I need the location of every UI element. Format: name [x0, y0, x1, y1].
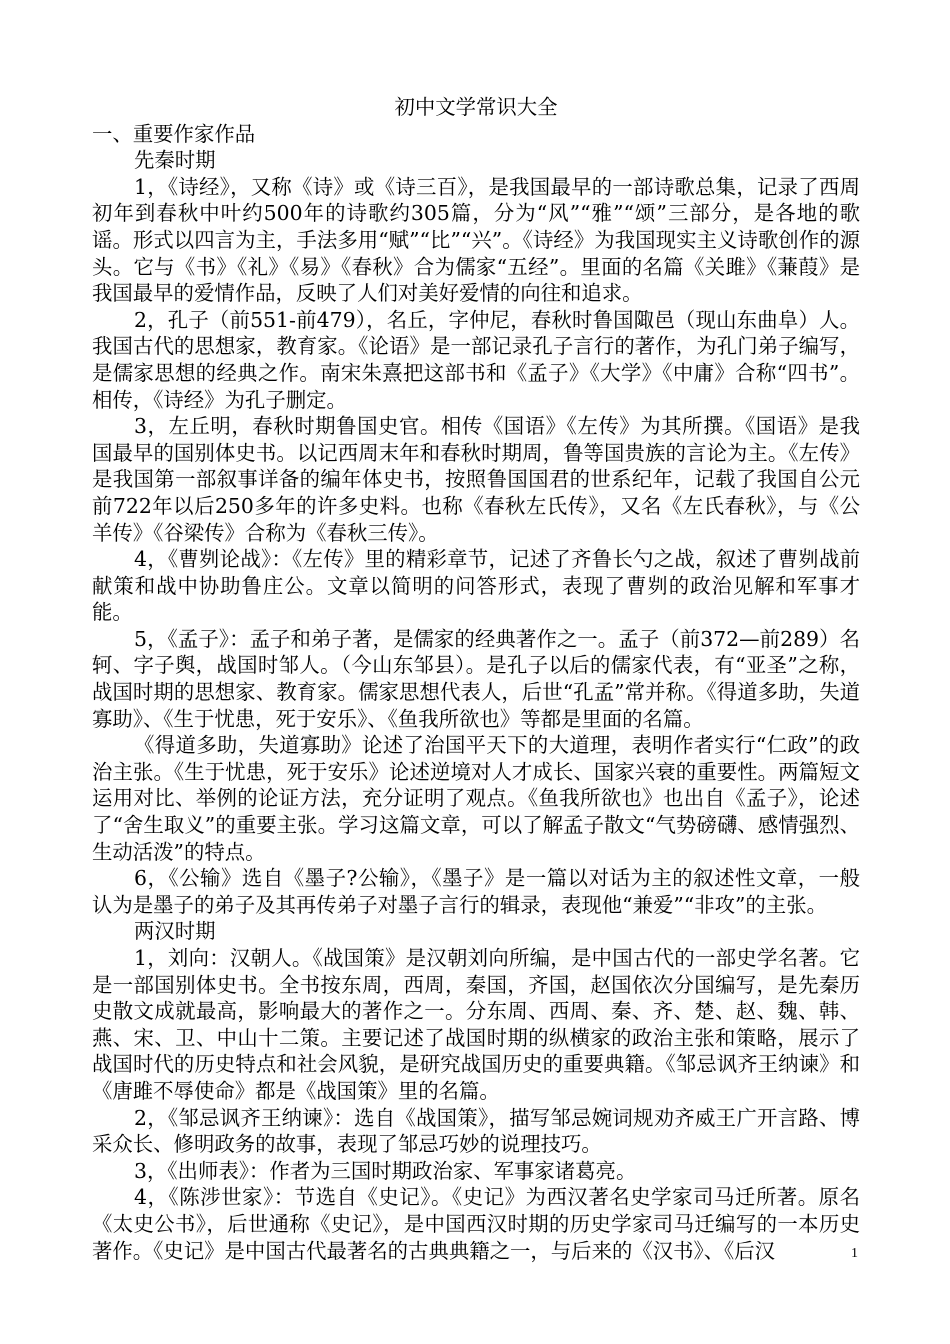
paragraph-zou-ji: 2，《邹忌讽齐王纳谏》：选自《战国策》，描写邹忌婉词规劝齐威王广开言路、博采众长、修明政务的故事，表现了邹忌巧妙的说理技巧。 — [92, 1105, 860, 1157]
paragraph-chen-she: 4，《陈涉世家》：节选自《史记》。《史记》为西汉著名史学家司马迁所著。原名《太史公书》，后世通称《史记》，是中国西汉时期的历史学家司马迁编写的一本历史著作。《史记》是中国古代最著名的古典典籍之一，与后来的《汉书》、《后汉 — [92, 1185, 860, 1263]
page-number: 1 — [851, 1246, 858, 1261]
section-heading-important-works: 一、重要作家作品 — [92, 121, 256, 146]
paragraph-shijing: 1，《诗经》，又称《诗》或《诗三百》，是我国最早的一部诗歌总集，记录了西周初年到春秋中叶约500年的诗歌约305篇，分为“风”“雅”“颂”三部分，是各地的歌谣。形式以四言为主，手法多用“赋”“比”“兴”。《诗经》为我国现实主义诗歌创作的源头。它与《书》《礼》《易》《春秋》合为儒家“五经”。里面的名篇《关雎》《蒹葭》是我国最早的爱情作品，反映了人们对美好爱情的向往和追求。 — [92, 174, 860, 306]
paragraph-mencius: 5，《孟子》：孟子和弟子著，是儒家的经典著作之一。孟子（前372—前289）名轲、字子舆，战国时邹人。（今山东邹县）。是孔子以后的儒家代表，有“亚圣”之称，战国时期的思想家、教育家。儒家思想代表人，后世“孔孟”常并称。《得道多助，失道寡助》、《生于忧患，死于安乐》、《鱼我所欲也》等都是里面的名篇。 — [92, 626, 860, 731]
document-body — [92, 94, 860, 1264]
paragraph-zuo-qiuming: 3，左丘明，春秋时期鲁国史官。相传《国语》《左传》为其所撰。《国语》是我国最早的国别体史书。以记西周末年和春秋时期周，鲁等国贵族的言论为主。《左传》是我国第一部叙事详备的编年体史书，按照鲁国国君的世系纪年，记载了我国自公元前722年以后250多年的许多史料。也称《春秋左氏传》，又名《左氏春秋》，与《公羊传》《谷梁传》合称为《春秋三传》。 — [92, 414, 860, 545]
paragraph-confucius: 2，孔子（前551-前479），名丘，字仲尼，春秋时鲁国陬邑（现山东曲阜）人。我国古代的思想家，教育家。《论语》是一部记录孔子言行的著作，为孔门弟子编写，是儒家思想的经典之作。南宋朱熹把这部书和《孟子》《大学》《中庸》合称“四书”。相传，《诗经》为孔子删定。 — [92, 307, 860, 412]
paragraph-liu-xiang: 1，刘向：汉朝人。《战国策》是汉朝刘向所编，是中国古代的一部史学名著。它是一部国别体史书。全书按东周，西周，秦国，齐国，赵国依次分国编写，是先秦历史散文成就最高，影响最大的著作之一。分东周、西周、秦、齐、楚、赵、魏、韩、燕、宋、卫、中山十二策。主要记述了战国时期的纵横家的政治主张和策略，展示了战国时代的历史特点和社会风貌，是研究战国历史的重要典籍。《邹忌讽齐王纳谏》和《唐雎不辱使命》都是《战国策》里的名篇。 — [92, 946, 860, 1103]
paragraph-cao-gui: 4，《曹刿论战》：《左传》里的精彩章节，记述了齐鲁长勺之战，叙述了曹刿战前献策和战中协助鲁庄公。文章以简明的问答形式，表现了曹刿的政治见解和军事才能。 — [92, 547, 860, 625]
paragraph-gongshu: 6，《公输》选自《墨子?公输》，《墨子》是一篇以对话为主的叙述性文章，一般认为是墨子的弟子及其再传弟子对墨子言行的辑录，表现他“兼爱”“非攻”的主张。 — [92, 866, 860, 917]
document-title: 初中文学常识大全 — [394, 95, 558, 119]
period-heading-pre-qin: 先秦时期 — [134, 148, 216, 173]
paragraph-chu-shi-biao: 3，《出师表》：作者为三国时期政治家、军事家诸葛亮。 — [134, 1158, 637, 1183]
paragraph-mencius-essays: 《得道多助，失道寡助》论述了治国平天下的大道理，表明作者实行“仁政”的政治主张。《生于忧患，死于安乐》论述逆境对人才成长、国家兴衰的重要性。两篇短文运用对比、举例的论证方法，充分证明了观点。《鱼我所欲也》也出自《孟子》，论述了“舍生取义”的重要主张。学习这篇文章，可以了解孟子散文“气势磅礴、感情强烈、生动活泼”的特点。 — [92, 733, 860, 864]
period-heading-han: 两汉时期 — [134, 919, 216, 944]
